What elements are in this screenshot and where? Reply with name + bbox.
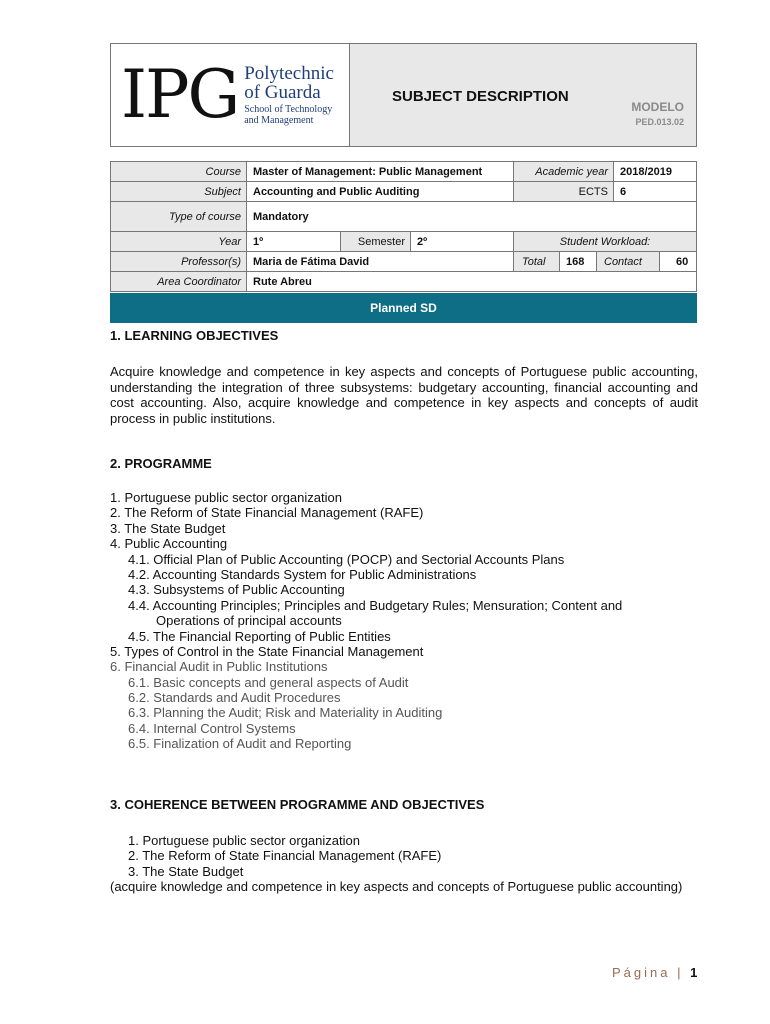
year-label: Year	[110, 231, 247, 252]
list-item: 6.5. Finalization of Audit and Reporting	[128, 736, 352, 752]
academic-year-value: 2018/2019	[613, 161, 697, 182]
ipg-logo	[111, 44, 350, 146]
programme-list	[110, 490, 622, 752]
section-1-heading: 1. LEARNING OBJECTIVES	[110, 328, 279, 343]
list-item: 4.2. Accounting Standards System for Public Administrations	[128, 566, 477, 582]
logo-line-4: and Management	[244, 115, 314, 126]
subject-value: Accounting and Public Auditing	[246, 181, 514, 202]
list-item: 1. Portuguese public sector organization	[128, 833, 360, 848]
semester-value: 2º	[410, 231, 514, 252]
list-item: 2. The Reform of State Financial Management (RAFE)	[110, 505, 424, 521]
page-number: 1	[690, 965, 698, 980]
list-item: 6.2. Standards and Audit Procedures	[128, 690, 341, 706]
total-value: 168	[559, 251, 597, 272]
semester-label: Semester	[340, 231, 411, 252]
list-item: 6.3. Planning the Audit; Risk and Materiality in Auditing	[128, 705, 443, 721]
year-value: 1º	[246, 231, 341, 252]
model-label: MODELO	[631, 100, 684, 114]
list-item: 4.1. Official Plan of Public Accounting (POCP) and Sectorial Accounts Plans	[128, 551, 565, 567]
section-1-text: Acquire knowledge and competence in key aspects and concepts of Portuguese public accounting, understanding the integration of three subsystems: budgetary accounting, financial accounting and cost accounting. Also, acquire knowledge and competence in key aspects and concepts of audit process in public institutions.	[110, 364, 698, 426]
section-2-heading: 2. PROGRAMME	[110, 456, 212, 471]
logo-institution-name	[244, 64, 334, 126]
area-coordinator-label: Area Coordinator	[110, 271, 247, 292]
total-label: Total	[513, 251, 560, 272]
ects-label: ECTS	[513, 181, 614, 202]
section-3-heading: 3. COHERENCE BETWEEN PROGRAMME AND OBJECTIVES	[110, 797, 485, 812]
area-coordinator-value: Rute Abreu	[246, 271, 697, 292]
page-footer	[612, 965, 697, 980]
type-of-course-value: Mandatory	[246, 201, 697, 232]
logo-line-2: of Guarda	[244, 82, 321, 103]
course-label: Course	[110, 161, 247, 182]
list-item: 4. Public Accounting	[110, 536, 228, 552]
list-item: 2. The Reform of State Financial Management (RAFE)	[128, 848, 442, 864]
list-item: 6.1. Basic concepts and general aspects of Audit	[128, 674, 409, 690]
list-item: 5. Types of Control in the State Financial Management	[110, 643, 424, 659]
subject-label: Subject	[110, 181, 247, 202]
type-of-course-label: Type of course	[110, 201, 247, 232]
title-cell	[350, 44, 696, 146]
academic-year-label: Academic year	[513, 161, 614, 182]
section-3-text: (acquire knowledge and competence in key aspects and concepts of Portuguese public accounting)	[110, 879, 683, 894]
course-info-table	[110, 161, 697, 292]
professor-value: Maria de Fátima David	[246, 251, 514, 272]
list-item: Operations of principal accounts	[156, 613, 342, 629]
professor-label: Professor(s)	[110, 251, 247, 272]
model-code: PED.013.02	[635, 117, 684, 127]
list-item: 4.3. Subsystems of Public Accounting	[128, 582, 345, 598]
planned-sd-banner: Planned SD	[110, 293, 697, 323]
list-item: 6.4. Internal Control Systems	[128, 720, 296, 736]
contact-label: Contact	[596, 251, 660, 272]
document-header	[110, 43, 697, 147]
list-item: 3. The State Budget	[110, 520, 226, 536]
logo-line-1: Polytechnic	[244, 63, 334, 84]
list-item: 4.4. Accounting Principles; Principles and Budgetary Rules; Mensuration; Content and	[128, 597, 623, 613]
student-workload-label: Student Workload:	[513, 231, 697, 252]
ects-value: 6	[613, 181, 697, 202]
list-item: 4.5. The Financial Reporting of Public Entities	[128, 628, 391, 644]
coherence-list	[110, 833, 441, 879]
list-item: 3. The State Budget	[128, 863, 244, 879]
page-label: Página |	[612, 965, 684, 980]
list-item: 1. Portuguese public sector organization	[110, 490, 342, 505]
logo-line-3: School of Technology	[244, 104, 333, 115]
document-title: SUBJECT DESCRIPTION	[392, 88, 569, 105]
contact-value: 60	[659, 251, 697, 272]
course-value: Master of Management: Public Management	[246, 161, 514, 182]
list-item: 6. Financial Audit in Public Institutions	[110, 659, 328, 675]
logo-ipg-letters: IPG	[121, 56, 239, 133]
model-block	[631, 100, 684, 127]
